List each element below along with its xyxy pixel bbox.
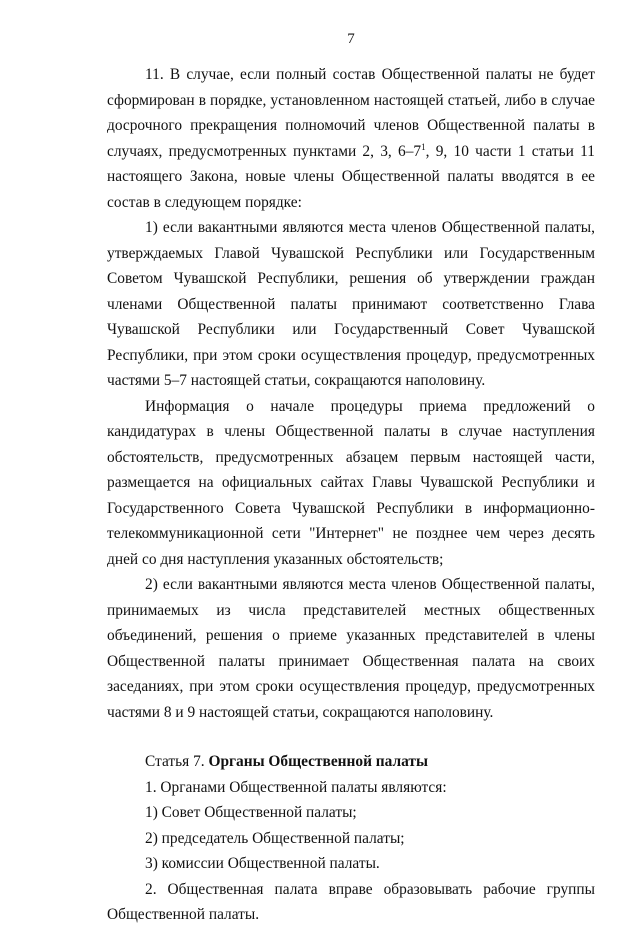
organs-intro: 1. Органами Общественной палаты являются:: [145, 778, 447, 796]
organ-item-chairman: 2) председатель Общественной палаты;: [145, 829, 405, 847]
superscript-mark: 1: [421, 141, 426, 152]
organ-item-council: 1) Совет Общественной палаты;: [145, 804, 357, 821]
paragraph-11: [107, 62, 595, 215]
document-page: [107, 30, 595, 928]
article-heading: [107, 749, 595, 775]
paragraph-11-text-start: 11. В случае, если полный состав Общественной палаты не будет сформирован в порядке, установленном настоящей статьей, либо в случае досрочного прекращения полномочий членов Общественной палаты в случаях, предусмотренных пунктами 2, 3, 6–7: [107, 66, 595, 160]
paragraph-working-groups: 2. Общественная палата вправе образовывать рабочие группы Общественной палаты.: [107, 880, 595, 923]
organ-item-commissions: 3) комиссии Общественной палаты.: [145, 855, 380, 872]
paragraph-11-text-end: , 9, 10 части 1 статьи 11 настоящего Закона, новые члены Общественной палаты вводятся в ее состав в следующем порядке:: [107, 142, 595, 211]
article-title: Органы Общественной палаты: [208, 753, 428, 770]
article-number: Статья 7.: [145, 753, 209, 770]
paragraph-info: Информация о начале процедуры приема предложений о кандидатурах в члены Общественной палаты в случае наступления обстоятельств, предусмотренных абзацем первым настоящей части, размещается на официальных сайтах Главы Чувашской Республики и Государственного Совета Чувашской Республики в информационно-телекоммуникационной сети "Интернет" не позднее чем через десять дней со дня наступления указанных обстоятельств;: [107, 397, 595, 568]
section-spacer: [107, 725, 595, 749]
paragraph-item-2: 2) если вакантными являются места членов Общественной палаты, принимаемых из числа представителей местных общественных объединений, решения о приеме указанных представителей в члены Общественной палаты принимает Общественная палата на своих заседаниях, при этом сроки осуществления процедур, предусмотренных частями 8 и 9 настоящей статьи, сокращаются наполовину.: [107, 576, 595, 721]
paragraph-item-1: 1) если вакантными являются места членов Общественной палаты, утверждаемых Главой Чувашской Республики или Государственным Советом Чувашской Республики, решения об утверждении граждан членами Общественной палаты принимают соответственно Глава Чувашской Республики или Государственный Совет Чувашской Республики, при этом сроки осуществления процедур, предусмотренных частями 5–7 настоящей статьи, сокращаются наполовину.: [107, 219, 595, 389]
page-number: 7: [347, 31, 355, 47]
